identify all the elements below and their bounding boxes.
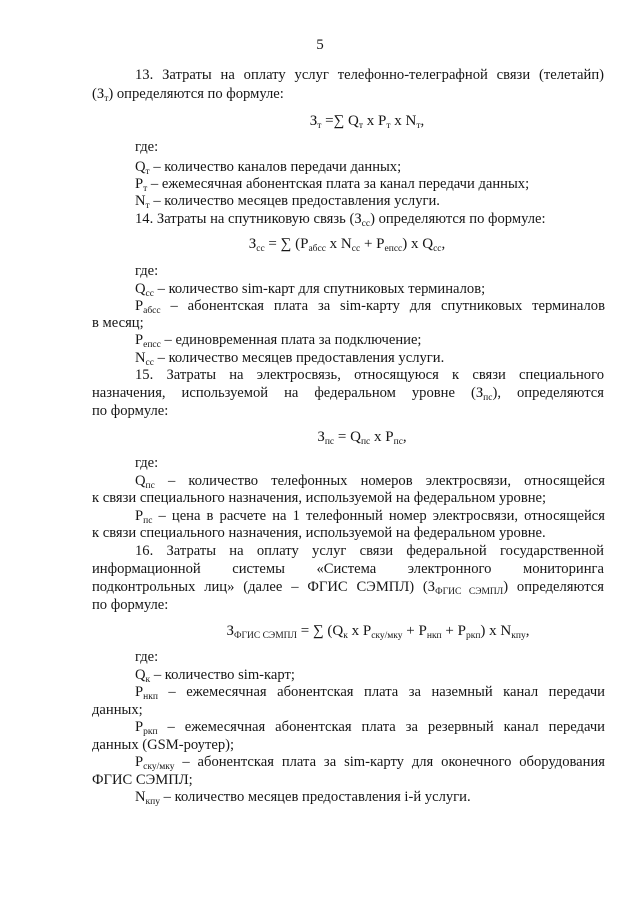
def-ppc: $P_{пс}$ – цена в расчете на 1 телефонный номер электросвязи, относящейся — [135, 508, 605, 526]
def-ncc: $N_{сс}$ – количество месяцев предоставления услуги. — [135, 350, 445, 368]
def-pepcc: $P_{епсс}$ – единовременная плата за подключение; — [135, 332, 422, 350]
formula-13: $З_т$ =∑ $Q_т$ x $P_т$ x $N_т$, — [309, 113, 425, 131]
where-label-16: где: — [135, 649, 159, 665]
formula-16: $З_{ФГИС СЭМПЛ}$ = ∑ ($Q_к$ x $P_{ску/мку} + P_{нкп} + P_{ркп}$) x $N_{кпу}$, — [226, 623, 530, 641]
def-prkp-cont: данных (GSM-роутер); — [92, 737, 235, 753]
def-pnkp-cont: данных; — [92, 702, 143, 718]
section-15-heading-line2: назначения, используемой на федеральном уровне $(З_{пс})$, определяются — [92, 385, 604, 403]
def-nt: $N_т$ – количество месяцев предоставления услуги. — [135, 193, 440, 211]
def-qt: $Q_т$ – количество каналов передачи данных; — [135, 159, 402, 177]
def-qk: $Q_к$ – количество sim-карт; — [135, 667, 295, 685]
def-psku: $P_{ску/мку}$ – абонентская плата за sim-карту для оконечного оборудования — [135, 754, 605, 772]
formula-14: $З_{сс}$ = ∑ ($P_{абсс}$ x $N_{сс} + P_{епсс}$) x $Q_{сс}$, — [248, 236, 446, 254]
section-15-heading-line3: по формуле: — [92, 403, 169, 419]
def-psku-cont: ФГИС СЭМПЛ; — [92, 772, 193, 788]
section-15-heading: 15. Затраты на электросвязь, относящуюся к связи специального — [135, 367, 604, 383]
section-16-heading-line2: информационной системы «Система электронного мониторинга — [92, 561, 604, 577]
section-16-heading-line4: по формуле: — [92, 597, 169, 613]
def-qcc: $Q_{сс}$ – количество sim-карт для спутниковых терминалов; — [135, 281, 486, 299]
def-qpc-cont: к связи специального назначения, используемой на федеральном уровне; — [92, 490, 547, 506]
section-16-heading: 16. Затраты на оплату услуг связи федеральной государственной — [135, 543, 604, 559]
formula-15: $З_{пс} = Q_{пс}$ x $P_{пс}$, — [317, 429, 407, 447]
section-13-heading: 13. Затраты на оплату услуг телефонно-телеграфной связи (телетайп) — [135, 67, 604, 83]
def-prkp: $P_{ркп}$ – ежемесячная абонентская плата за резервный канал передачи — [135, 719, 605, 737]
def-pt: $P_т$ – ежемесячная абонентская плата за канал передачи данных; — [135, 176, 530, 194]
section-13-heading-cont: $(З_т)$ определяются по формуле: — [92, 86, 284, 104]
def-pabcc-cont: в месяц; — [92, 315, 144, 331]
where-label-15: где: — [135, 455, 159, 471]
def-pabcc: $P_{абсс}$ – абонентская плата за sim-карту для спутниковых терминалов — [135, 298, 605, 316]
section-16-heading-line3: подконтрольных лиц» (далее – ФГИС СЭМПЛ) $(З_{ФГИС СЭМПЛ})$ определяются — [92, 579, 604, 597]
def-ppc-cont: к связи специального назначения, используемой на федеральном уровне. — [92, 525, 546, 541]
def-nkpu: $N_{кпу}$ – количество месяцев предоставления i-й услуги. — [135, 789, 471, 807]
def-qpc: $Q_{пс}$ – количество телефонных номеров электросвязи, относящейся — [135, 473, 605, 491]
page-number: 5 — [316, 37, 324, 53]
where-label-13: где: — [135, 139, 159, 155]
def-pnkp: $P_{нкп}$ – ежемесячная абонентская плата за наземный канал передачи — [135, 684, 605, 702]
where-label-14: где: — [135, 263, 159, 279]
section-14-heading: 14. Затраты на спутниковую связь $(З_{сс})$ определяются по формуле: — [135, 211, 546, 229]
